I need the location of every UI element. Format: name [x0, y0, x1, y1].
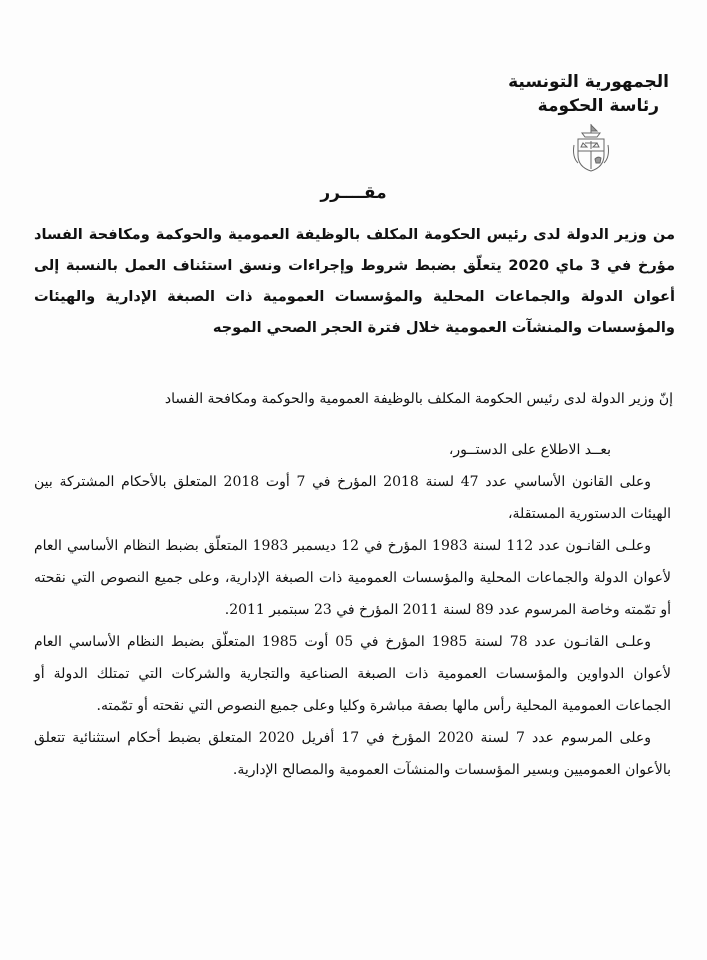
preamble-law-1983-112: وعلـى القانـون عدد 112 لسنة 1983 المؤرخ في 12 ديسمبر 1983 المتعلّق بضبط النظام الأساسي العام لأعوان الدولة والجماعات المحلية والمؤسسات العمومية ذات الصبغة الإدارية، وعلى جميع النصوص التي نقحته أو تمّمته وخاصة المرسوم عدد 89 لسنة 2011 المؤرخ في 23 سبتمبر 2011. [34, 538, 671, 618]
preamble-law-1985-78: وعلـى القانـون عدد 78 لسنة 1985 المؤرخ في 05 أوت 1985 المتعلّق بضبط النظام الأساسي العام لأعوان الدواوين والمؤسسات العمومية ذات الصبغة الصناعية والتجارية والشركات التي تمتلك الدولة أو الجماعات العمومية المحلية رأس مالها بصفة مباشرة وكليا وعلى جميع النصوص التي نقحته أو تمّمته. [34, 634, 671, 714]
country-name: الجمهورية التونسية [508, 72, 669, 92]
letterhead [469, 70, 669, 118]
document-title: مقــــرر [320, 183, 387, 203]
document-subject: من وزير الدولة لدى رئيس الحكومة المكلف بالوظيفة العمومية والحوكمة ومكافحة الفساد مؤرخ في 3 ماي 2020 يتعلّق بضبط شروط وإجراءات ونسق استئناف العمل بالنسبة إلى أعوان الدولة والجماعات المحلية والمؤسسات العمومية ذات الصبغة الإدارية والهيئات والمؤسسات والمنشآت العمومية خلال فترة الحجر الصحي الموجه [34, 226, 675, 336]
tunisia-coat-of-arms-icon [568, 121, 614, 173]
issuing-authority: إنّ وزير الدولة لدى رئيس الحكومة المكلف بالوظيفة العمومية والحوكمة ومكافحة الفساد [164, 391, 673, 407]
preamble-law-2018-47: وعلى القانون الأساسي عدد 47 لسنة 2018 المؤرخ في 7 أوت 2018 المتعلق بالأحكام المشتركة بين الهيئات الدستورية المستقلة، [34, 474, 671, 522]
preamble-constitution: بعــد الاطلاع على الدستــور، [448, 442, 611, 458]
preamble-decree-2020-7: وعلى المرسوم عدد 7 لسنة 2020 المؤرخ في 17 أفريل 2020 المتعلق بضبط أحكام استثنائية تتعلق بالأعوان العموميين وبسير المؤسسات والمنشآت العمومية والمصالح الإدارية. [34, 730, 671, 778]
document-body [34, 434, 671, 786]
office-name: رئاسة الحكومة [537, 96, 659, 116]
